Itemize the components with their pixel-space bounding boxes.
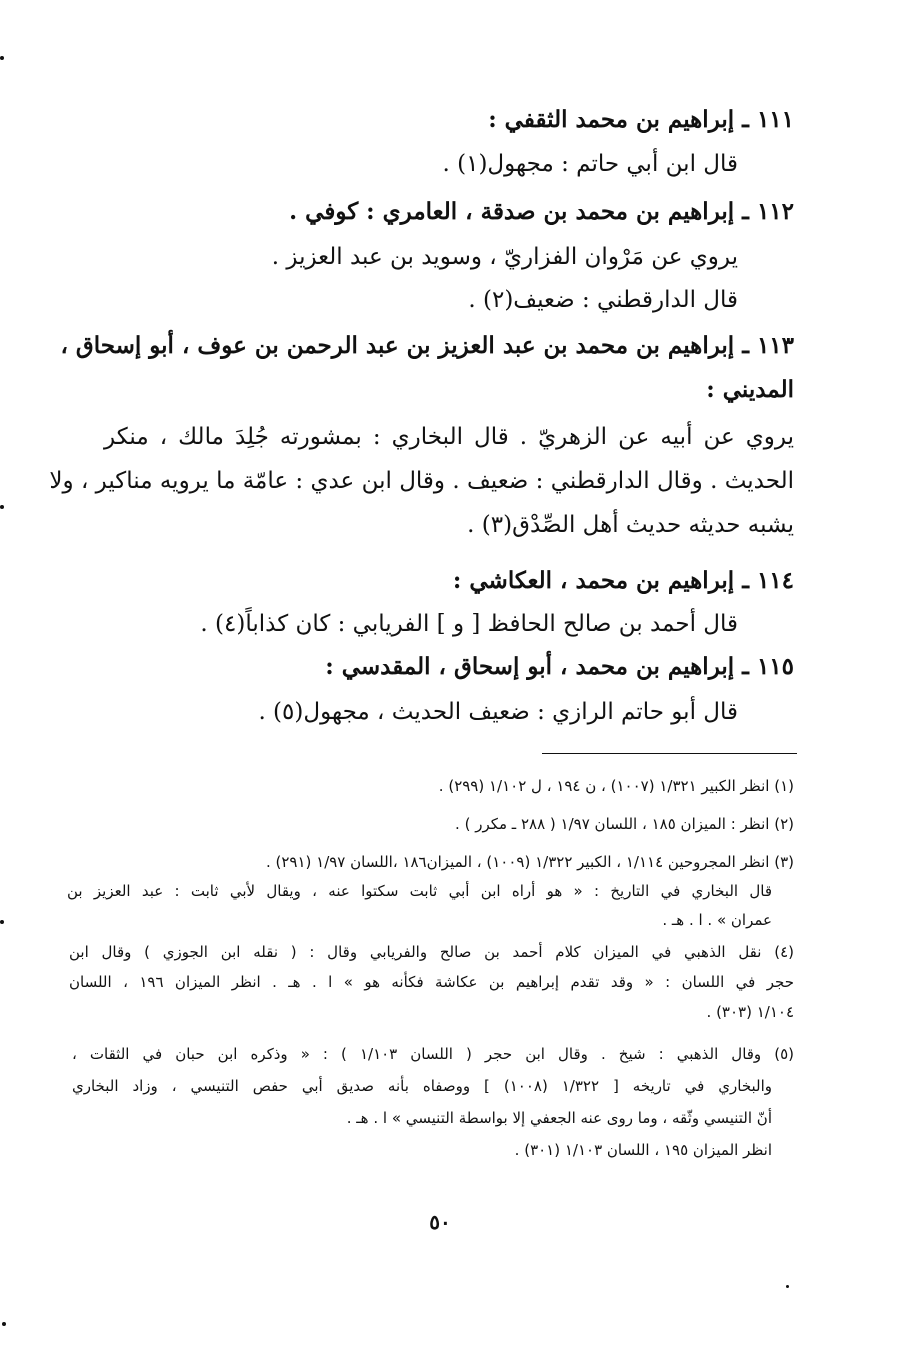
entry-heading: ١١٢ ـ إبراهيم بن محمد بن صدقة ، العامري : كوفي . [289,198,794,225]
footnote-line: (٢) انظر : الميزان ١٨٥ ، اللسان ١/٩٧ ( ٢٨٨ ـ مكرر ) . [455,815,794,833]
footnote-line: قال البخاري في التاريخ : « هو أراه ابن أبي ثابت سكتوا عنه ، ويقال لأبي ثابت : عبد العزيز بن [67,882,772,900]
footnote-line: والبخاري في تاريخه [ ١/٣٢٢ (١٠٠٨) ] ووصفاه بأنه صديق أبي حفص التنيسي ، وزاد البخاري [72,1077,773,1095]
entry-heading: ١١٥ ـ إبراهيم بن محمد ، أبو إسحاق ، المقدسي : [325,653,794,680]
entry-body-line: الحديث . وقال الدارقطني : ضعيف . وقال ابن عدي : عامّة ما يرويه مناكير ، ولا [49,468,794,494]
footnote-line: (٤) نقل الذهبي في الميزان كلام أحمد بن صالح والفريابي وقال : ( نقله ابن الجوزي ) وقال ابن [69,943,794,961]
footnote-line: أنّ التنيسي وثّقه ، وما روى عنه الجعفي إلا بواسطة التنيسي » ا . هـ . [346,1109,772,1127]
entry-body-line: قال الدارقطني : ضعيف(٢) . [468,287,738,313]
entry-heading: المديني : [706,376,794,403]
entry-body-line: يروي عن أبيه عن الزهريّ . قال البخاري : بمشورته جُلِدَ مالك ، منكر [104,424,794,450]
entry-heading: ١١٣ ـ إبراهيم بن محمد بن عبد العزيز بن عبد الرحمن بن عوف ، أبو إسحاق ، [60,332,794,359]
entry-body-line: قال ابن أبي حاتم : مجهول(١) . [442,151,738,177]
entry-body-line: قال أحمد بن صالح الحافظ [ و ] الفريابي : كان كذاباً(٤) . [200,611,738,637]
entry-heading: ١١١ ـ إبراهيم بن محمد الثقفي : [488,106,794,133]
footnote-line: (١) انظر الكبير ١/٣٢١ (١٠٠٧) ، ن ١٩٤ ، ل ١/١٠٢ (٢٩٩) . [438,777,794,795]
scan-mark [2,1322,6,1326]
footnote-line: (٣) انظر المجروحين ١/١١٤ ، الكبير ١/٣٢٢ (١٠٠٩) ، الميزان١٨٦ ،اللسان ١/٩٧ (٢٩١) . [265,853,794,871]
footnote-line: ١/١٠٤ (٣٠٣) . [706,1003,794,1021]
scan-mark [0,505,4,509]
footnote-line: عمران » . ا . هـ . [662,911,772,929]
scan-mark [786,1285,789,1288]
footnote-line: حجر في اللسان : « وقد تقدم إبراهيم بن عكاشة فكأنه هو » ا . هـ . انظر الميزان ١٩٦ ، اللسان [69,973,794,991]
entry-body-line: يروي عن مَرْوان الفزاريّ ، وسويد بن عبد العزيز . [271,244,738,270]
entry-body-line: قال أبو حاتم الرازي : ضعيف الحديث ، مجهول(٥) . [258,699,738,725]
footnote-separator [542,753,797,754]
page-number: ٥٠ [429,1210,451,1234]
entry-heading: ١١٤ ـ إبراهيم بن محمد ، العكاشي : [452,567,794,594]
scan-mark [0,920,4,924]
entry-body-line: يشبه حديثه حديث أهل الصِّدْق(٣) . [467,512,794,538]
footnote-line: (٥) وقال الذهبي : شيخ . وقال ابن حجر ( اللسان ١/١٠٣ ) : « وذكره ابن حبان في الثقات ، [72,1045,794,1063]
footnote-line: انظر الميزان ١٩٥ ، اللسان ١/١٠٣ (٣٠١) . [514,1141,772,1159]
scan-mark [0,56,4,60]
